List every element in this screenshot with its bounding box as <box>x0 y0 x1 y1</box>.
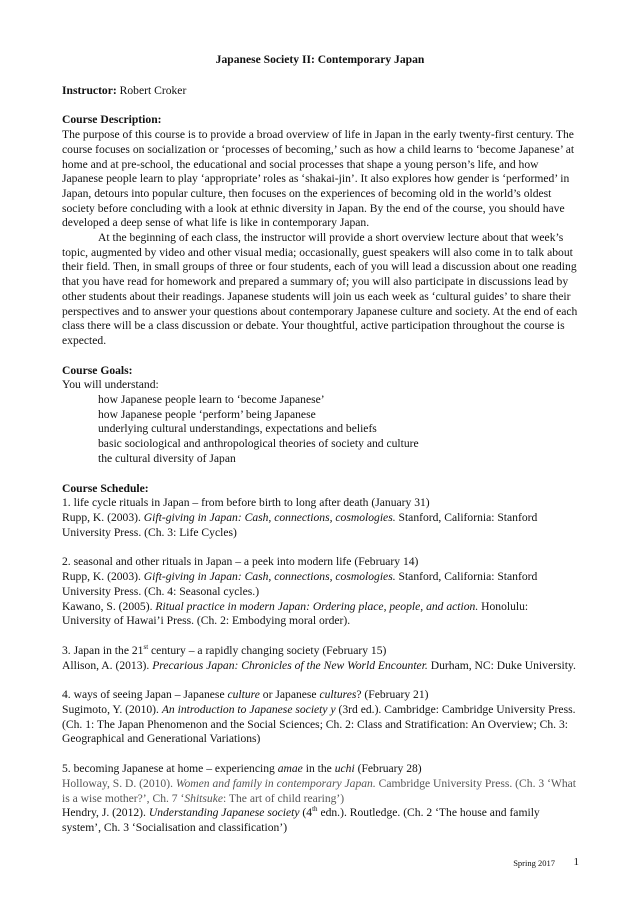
course-schedule-section <box>62 482 578 836</box>
schedule-topic <box>62 644 578 659</box>
course-goals-heading: Course Goals: <box>62 363 133 377</box>
goal-item: how Japanese people learn to ‘become Japanese’ <box>98 393 325 407</box>
topic-text: century – a rapidly changing society (February 15) <box>148 643 387 657</box>
topic-text: 3. Japan in the 21 <box>62 643 144 657</box>
course-description-heading: Course Description: <box>62 113 162 127</box>
goal-item: how Japanese people ‘perform’ being Japanese <box>98 407 316 421</box>
citation-emphasis: Shitsuke <box>184 791 223 805</box>
schedule-topic: 2. seasonal and other rituals in Japan – a peek into modern life (February 14) <box>62 555 419 569</box>
topic-emphasis: amae <box>277 762 303 776</box>
citation-author: Rupp, K. (2003). <box>62 510 144 524</box>
citation-author: Kawano, S. (2005). <box>62 599 156 613</box>
citation-title: Gift-giving in Japan: Cash, connections, cosmologies. <box>143 510 396 524</box>
topic-text: or Japanese <box>259 688 320 702</box>
citation-details: Honolulu: University of Hawai’i Press. (Ch. 2: Embodying moral order). <box>62 599 529 628</box>
footer-term-label: Spring 2017 <box>513 858 555 868</box>
topic-text: 4. ways of seeing Japan – Japanese <box>62 688 228 702</box>
reading-citation <box>62 600 578 629</box>
citation-title: An introduction to Japanese society y <box>161 703 336 717</box>
topic-emphasis: culture <box>227 688 260 702</box>
citation-details: Stanford, California: Stanford University Press. (Ch. 4: Seasonal cycles.) <box>62 570 538 598</box>
reading-citation <box>62 806 578 835</box>
reading-citation <box>62 777 578 806</box>
course-goals-intro: You will understand: <box>62 378 159 392</box>
course-goals-list <box>62 393 578 467</box>
goal-item: the cultural diversity of Japan <box>98 451 236 465</box>
document-body <box>62 53 578 836</box>
instructor-label: Instructor: <box>62 83 117 97</box>
citation-details: Durham, NC: Duke University. <box>427 658 576 672</box>
citation-title: Precarious Japan: Chronicles of the New World Encounter. <box>152 658 428 672</box>
citation-details: (4 <box>299 806 313 820</box>
goal-item: basic sociological and anthropological theories of society and culture <box>98 437 419 451</box>
goal-item: underlying cultural understandings, expectations and beliefs <box>98 422 377 436</box>
reading-citation <box>62 703 578 747</box>
citation-author: Hendry, J. (2012). <box>62 806 149 820</box>
citation-author: Allison, A. (2013). <box>62 658 153 672</box>
citation-details: Cambridge University Press. (Ch. 3 ‘What is a wise mother?’, Ch. 7 ‘ <box>62 776 577 805</box>
page-title: Japanese Society II: Contemporary Japan <box>215 53 425 66</box>
instructor-name: Robert Croker <box>119 83 187 97</box>
ordinal-suffix: th <box>312 805 318 814</box>
citation-author: Rupp, K. (2003). <box>62 570 144 584</box>
citation-title: Ritual practice in modern Japan: Ordering place, people, and action. <box>155 599 479 613</box>
topic-emphasis: cultures <box>319 688 357 702</box>
topic-text: ? (February 21) <box>356 688 429 702</box>
topic-text: (February 28) <box>354 762 422 776</box>
citation-details: Stanford, California: Stanford University Press. (Ch. 3: Life Cycles) <box>62 510 538 539</box>
schedule-topic <box>62 688 578 703</box>
citation-title: Understanding Japanese society <box>148 806 300 820</box>
course-description-paragraph-2: At the beginning of each class, the instructor will provide a short overview lecture about that week’s topic, augmented by video and other visual media; occasionally, guest speakers will also come in to talk about their field. Then, in small groups of three or four students, each of you will lead a discussion about one reading that you have read for homework and prepared a summary of; you will also participate in discussions lead by other students about their readings. Japanese students will join us each week as ‘cultural guides’ to share their perspectives and to answer your questions about contemporary Japanese culture and society. At the end of each class there will be a class discussion or debate. Your thoughtful, active participation throughout the course is expected. <box>62 231 578 347</box>
course-schedule-heading: Course Schedule: <box>62 481 149 495</box>
page-number: 1 <box>573 856 579 868</box>
citation-author: Holloway, S. D. (2010). <box>62 776 176 790</box>
topic-text: 5. becoming Japanese at home – experiencing <box>62 762 278 776</box>
citation-title: Gift-giving in Japan: Cash, connections, cosmologies. <box>143 570 396 584</box>
course-description-paragraph-1: The purpose of this course is to provide a broad overview of life in Japan in the early twenty-first century. The course focuses on socialization or ‘processes of becoming,’ such as how a child learns to ‘become Japanese’ at home and at pre-school, the educational and social processes that shape a young person’s life, and how Japanese people learn to play ‘appropriate’ roles as ‘shakai-jin’. It also explores how gender is ‘performed’ in Japan, detours into popular culture, then focuses on the experiences of becoming old in the world’s oldest society before concluding with a look at ethnic diversity in Japan. By the end of the course, you should have developed a deep sense of what life is like in contemporary Japan. <box>62 128 575 230</box>
citation-author: Sugimoto, Y. (2010). <box>62 703 162 717</box>
topic-emphasis: uchi <box>334 762 355 776</box>
schedule-item-4 <box>62 688 578 747</box>
citation-title: Women and family in contemporary Japan. <box>175 776 376 790</box>
schedule-item-5 <box>62 762 578 836</box>
schedule-item-3 <box>62 644 578 673</box>
schedule-topic: 1. life cycle rituals in Japan – from before birth to long after death (January 31) <box>62 496 430 510</box>
reading-citation <box>62 659 578 674</box>
reading-citation <box>62 511 578 540</box>
schedule-item-2 <box>62 555 578 629</box>
schedule-topic <box>62 762 578 777</box>
instructor-line <box>62 84 578 99</box>
schedule-item-1 <box>62 496 578 540</box>
course-goals-section <box>62 364 578 467</box>
citation-details: edn.). Routledge. (Ch. 2 ‘The house and family system’, Ch. 3 ‘Socialisation and classification’) <box>62 806 540 834</box>
ordinal-suffix: st <box>143 643 149 652</box>
topic-text: in the <box>302 762 335 776</box>
citation-details: (3rd ed.). Cambridge: Cambridge University Press. (Ch. 1: The Japan Phenomenon and the Social Sciences; Ch. 2: Class and Stratification: An Overview; Ch. 3: Geographical and Generational Variations) <box>62 703 576 746</box>
citation-details: : The art of child rearing’) <box>223 791 345 805</box>
reading-citation <box>62 570 578 599</box>
course-description-section <box>62 113 578 348</box>
